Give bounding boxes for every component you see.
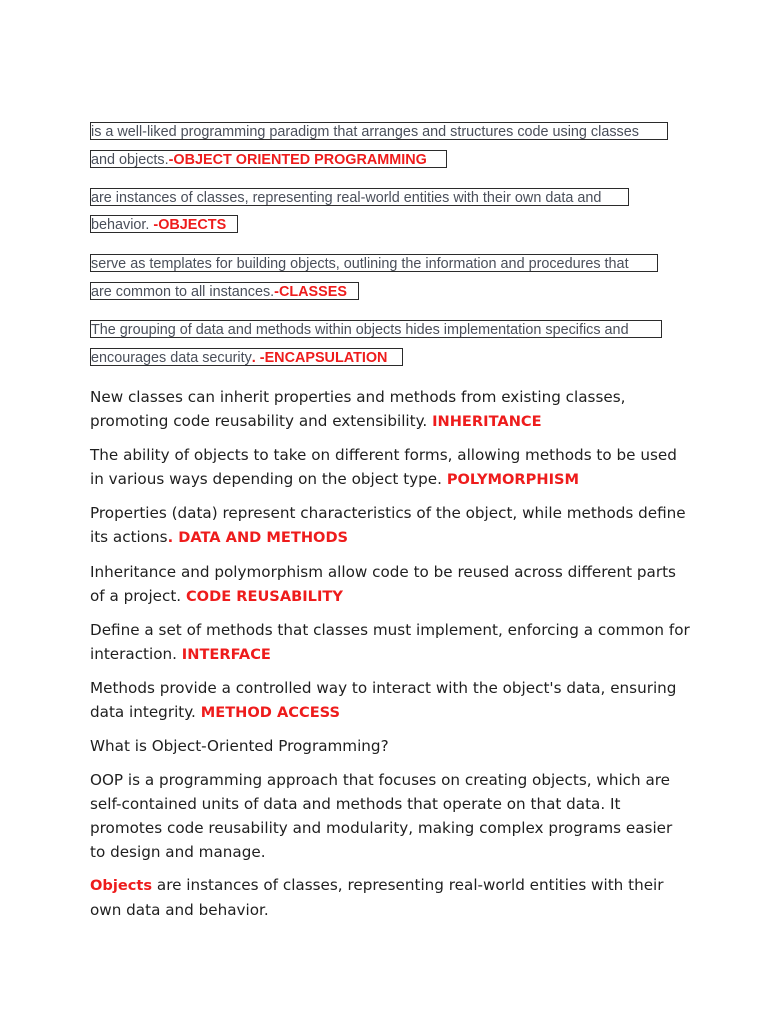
answer-label: INTERFACE: [181, 646, 271, 663]
paragraph-method-access: Methods provide a controlled way to interact with the object's data, ensuring data integrity. METHOD ACCESS: [90, 679, 677, 721]
definition-line: are common to all instances.-CLASSES: [90, 282, 359, 300]
paragraph-code-reusability: Inheritance and polymorphism allow code to be reused across different parts of a project. CODE REUSABILITY: [90, 563, 676, 605]
definition-line: behavior. -OBJECTS: [90, 215, 238, 233]
definition-line: and objects.-OBJECT ORIENTED PROGRAMMING: [90, 150, 447, 168]
answer-label: INHERITANCE: [432, 413, 542, 430]
question-heading: What is Object-Oriented Programming?: [90, 737, 389, 755]
paragraph-oop-answer: OOP is a programming approach that focuses on creating objects, which are self-contained units of data and methods that operate on that data. It promotes code reusability and modularity, making complex programs easier to design and manage.: [90, 771, 673, 861]
answer-label: -OBJECT ORIENTED PROGRAMMING: [168, 152, 427, 168]
definition-line: is a well-liked programming paradigm that arranges and structures code using classes: [90, 122, 668, 140]
answer-label: -CLASSES: [274, 284, 347, 300]
paragraph-data-methods: Properties (data) represent characteristics of the object, while methods define its actions. DATA AND METHODS: [90, 504, 686, 546]
paragraph-polymorphism: The ability of objects to take on different forms, allowing methods to be used in various ways depending on the object type. POLYMORPHISM: [90, 446, 677, 488]
paragraph-interface: Define a set of methods that classes must implement, enforcing a common for interaction. INTERFACE: [90, 621, 690, 663]
definition-line: The grouping of data and methods within objects hides implementation specifics and: [90, 320, 662, 338]
paragraph-inheritance: New classes can inherit properties and methods from existing classes, promoting code reusability and extensibility. INHERITANCE: [90, 388, 626, 430]
answer-label: POLYMORPHISM: [446, 471, 580, 488]
paragraph-objects: Objects are instances of classes, representing real-world entities with their own data and behavior.: [90, 876, 664, 919]
answer-label: METHOD ACCESS: [200, 704, 341, 721]
definition-line: serve as templates for building objects, outlining the information and procedures that: [90, 254, 658, 272]
answer-label: CODE REUSABILITY: [185, 588, 343, 605]
definition-line: encourages data security. -ENCAPSULATION: [90, 348, 403, 366]
answer-label: . DATA AND METHODS: [167, 529, 349, 546]
definition-line: are instances of classes, representing real-world entities with their own data and: [90, 188, 629, 206]
answer-label: -OBJECTS: [153, 217, 227, 233]
answer-label: . -ENCAPSULATION: [251, 350, 388, 366]
answer-label: Objects: [90, 877, 153, 894]
